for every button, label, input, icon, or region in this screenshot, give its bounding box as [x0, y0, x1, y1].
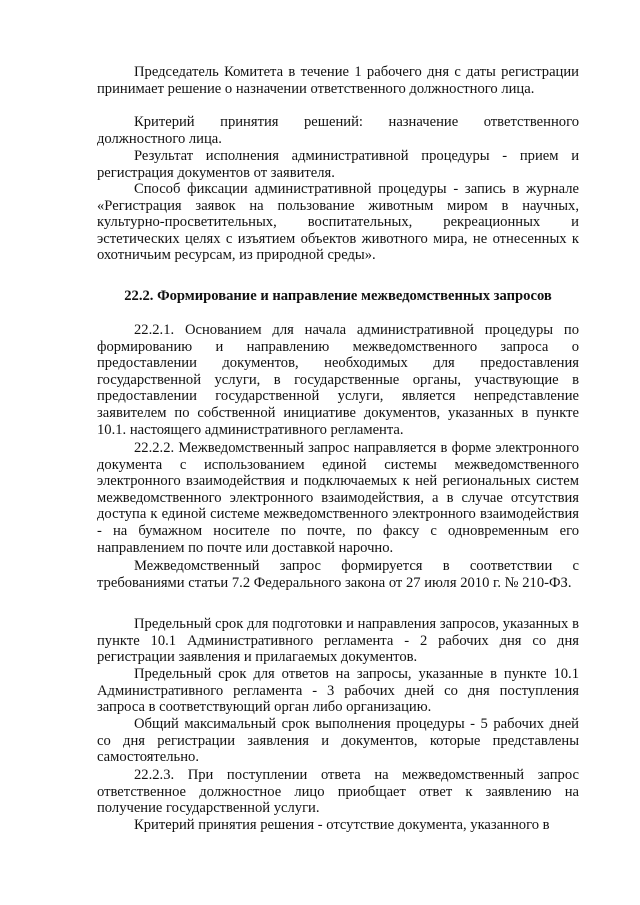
paragraph-fixation-method: Способ фиксации административной процедуры - запись в журнале «Регистрация заявок на пользование животным миром в научных, культурно-просветительных, воспитательных, рекреационных и эстетических целях с изъятием объектов животного мира, не отнесенных к охотничьим ресурсам, из природной среды».	[97, 181, 579, 264]
paragraph-chairman-decision: Председатель Комитета в течение 1 рабочего дня с даты регистрации принимает решение о назначении ответственного должностного лица.	[97, 64, 579, 97]
paragraph-decision-criterion: Критерий принятия решений: назначение ответственного должностного лица.	[97, 114, 579, 147]
paragraph-criterion-fragment: Критерий принятия решения - отсутствие документа, указанного в	[134, 817, 550, 833]
paragraph-22-2-2: 22.2.2. Межведомственный запрос направляется в форме электронного документа с использованием единой системы межведомственного электронного взаимодействия и подключаемых к ней региональных систем межведомственного электронного взаимодействия, а в случае отсутствия доступа к единой системе межведомственного электронного взаимодействия - на бумажном носителе по почте, по факсу с одновременным его направлением по почте или доставкой нарочно.	[97, 440, 579, 556]
paragraph-request-deadline: Предельный срок для подготовки и направления запросов, указанных в пункте 10.1 Административного регламента - 2 рабочих дня со дня регистрации заявления и прилагаемых документов.	[97, 616, 579, 666]
paragraph-22-2-3: 22.2.3. При поступлении ответа на межведомственный запрос ответственное должностное лицо приобщает ответ к заявлению на получение государственной услуги.	[97, 767, 579, 817]
paragraph-22-2-1: 22.2.1. Основанием для начала административной процедуры по формированию и направлению межведомственного запроса о предоставлении документов, необходимых для предоставления государственной услуги, в государственные органы, участвующие в предоставлении государственной услуги, является непредставление заявителем по собственной инициативе документов, указанных в пункте 10.1. настоящего административного регламента.	[97, 322, 579, 438]
paragraph-procedure-result: Результат исполнения административной процедуры - прием и регистрация документов от заявителя.	[97, 148, 579, 181]
paragraph-total-deadline: Общий максимальный срок выполнения процедуры - 5 рабочих дней со дня регистрации заявления и документов, которые представлены самостоятельно.	[97, 716, 579, 766]
paragraph-response-deadline: Предельный срок для ответов на запросы, указанные в пункте 10.1 Административного регламента - 3 рабочих дней со дня поступления запроса в соответствующий орган либо организацию.	[97, 666, 579, 716]
paragraph-request-formed: Межведомственный запрос формируется в соответствии с требованиями статьи 7.2 Федерального закона от 27 июля 2010 г. № 210-ФЗ.	[97, 558, 579, 591]
section-heading: 22.2. Формирование и направление межведомственных запросов	[124, 288, 552, 304]
